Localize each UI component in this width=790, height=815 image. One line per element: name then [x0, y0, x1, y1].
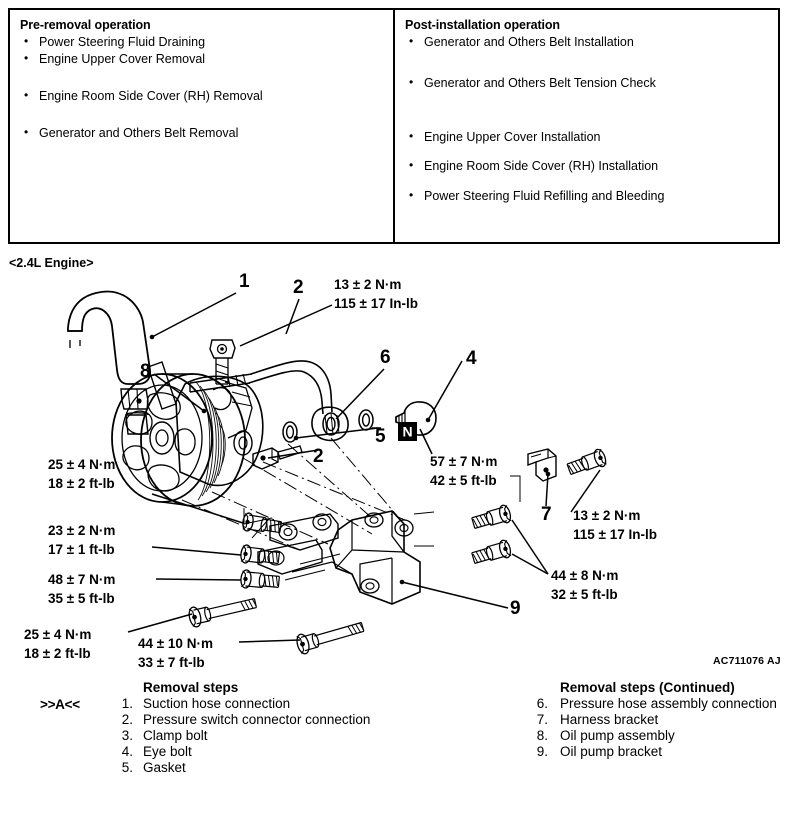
step-text: Suction hose connection [143, 696, 291, 711]
post-item-2: Engine Upper Cover Installation [424, 130, 601, 145]
bullet-icon: • [24, 51, 29, 66]
list-item [405, 187, 768, 203]
torque-imperial: 18 ± 2 ft-lb [24, 646, 91, 661]
step-number: 9. [536, 744, 548, 759]
callout-6 [336, 347, 391, 419]
removal-steps-continued-title: Removal steps (Continued) [560, 680, 735, 695]
step-number: 4. [121, 744, 133, 759]
bullet-icon: • [409, 129, 414, 144]
removal-steps-list [40, 696, 460, 776]
torque-imperial: 115 ± 17 In-lb [334, 296, 418, 311]
callout-2-label: 2 [313, 446, 324, 467]
part-bolt-25-lower [187, 593, 257, 628]
torque-label-clamp-bolt [240, 277, 418, 346]
post-item-1: Generator and Others Belt Tension Check [424, 76, 656, 91]
torque-nm: 23 ± 2 N·m [48, 523, 116, 538]
part-pressure-hose-assembly [190, 361, 348, 440]
list-item [518, 728, 790, 744]
part-harness-bracket [528, 449, 556, 481]
post-item-0: Generator and Others Belt Installation [424, 35, 634, 49]
torque-nm: 25 ± 4 N·m [24, 627, 92, 642]
torque-nm: 44 ± 10 N·m [138, 636, 213, 651]
list-item [40, 696, 460, 712]
pre-removal-operation-panel [10, 10, 395, 242]
list-item [40, 760, 460, 776]
torque-label-44-10 [138, 636, 300, 670]
bullet-icon: • [409, 187, 414, 202]
pre-item-2: Engine Room Side Cover (RH) Removal [39, 89, 263, 104]
step-text: Pressure hose assembly connection [560, 696, 777, 711]
nut-marker-letter: N [402, 423, 413, 440]
step-number: 3. [121, 728, 133, 743]
step-text: Clamp bolt [143, 728, 208, 743]
bullet-icon: • [409, 75, 414, 90]
torque-nm: 25 ± 4 N·m [48, 457, 116, 472]
bullet-icon: • [24, 34, 29, 48]
torque-imperial: 42 ± 5 ft-lb [430, 473, 497, 488]
step-number: 5. [121, 760, 133, 775]
step-number: 2. [121, 712, 133, 727]
torque-nm: 44 ± 8 N·m [551, 568, 619, 583]
pre-removal-title: Pre-removal operation [20, 18, 151, 32]
part-suction-hose [68, 292, 150, 434]
engine-variant-label: <2.4L Engine> [9, 256, 94, 270]
list-item [20, 127, 383, 140]
nut-marker-badge [398, 422, 417, 441]
drawing-code: AC711076 AJ [713, 655, 781, 667]
step-text: Eye bolt [143, 744, 192, 759]
list-item [40, 744, 460, 760]
post-item-3: Engine Room Side Cover (RH) Installation [424, 159, 659, 174]
list-item [20, 36, 383, 49]
torque-nm: 57 ± 7 N·m [430, 454, 498, 469]
bullet-icon: • [24, 125, 29, 140]
callout-5-label: 5 [375, 426, 386, 447]
bullet-icon: • [409, 158, 414, 173]
torque-nm: 13 ± 2 N·m [334, 277, 402, 292]
callout-2 [268, 446, 324, 467]
part-bolt-23 [240, 544, 280, 566]
removal-steps-title: Removal steps [143, 680, 239, 695]
torque-imperial: 17 ± 1 ft-lb [48, 542, 115, 557]
callout-6-label: 6 [380, 347, 391, 368]
torque-label-eye-bolt [420, 429, 497, 488]
post-installation-title: Post-installation operation [405, 18, 560, 32]
callout-5 [294, 426, 386, 447]
callout-1-label: 1 [239, 271, 250, 292]
part-bolt-48 [240, 570, 279, 591]
post-installation-operation-panel [395, 10, 778, 242]
part-oil-pump-bracket [258, 511, 420, 604]
part-bolt-harness [566, 448, 608, 478]
torque-label-23 [48, 523, 241, 557]
pre-item-1: Engine Upper Cover Removal [39, 52, 206, 67]
torque-imperial: 35 ± 5 ft-lb [48, 591, 115, 606]
list-item [405, 160, 768, 173]
bullet-icon: • [409, 34, 414, 48]
list-item [405, 77, 768, 90]
step-text: Gasket [143, 760, 186, 775]
step-number: 7. [536, 712, 548, 727]
torque-nm: 13 ± 2 N·m [573, 508, 641, 523]
torque-imperial: 33 ± 7 ft-lb [138, 655, 205, 670]
callout-4-label: 4 [466, 348, 477, 369]
post-item-4: Power Steering Fluid Refilling and Bleeding [424, 188, 665, 203]
operations-table [8, 8, 780, 244]
list-item [40, 728, 460, 744]
list-item [405, 131, 768, 144]
torque-imperial: 32 ± 5 ft-lb [551, 587, 618, 602]
list-item [518, 744, 790, 760]
step-number: 6. [536, 696, 548, 711]
post-installation-list [405, 36, 768, 203]
exploded-diagram [0, 262, 790, 674]
callout-7-label: 7 [541, 504, 552, 525]
pre-item-3: Generator and Others Belt Removal [39, 126, 239, 141]
callout-9 [400, 580, 521, 619]
bullet-icon: • [24, 88, 29, 103]
step-number: 8. [536, 728, 548, 743]
removal-steps-continued-list [518, 696, 790, 760]
callout-8-label: 8 [140, 361, 151, 382]
callout-3 [286, 277, 304, 334]
removal-steps-legend [0, 680, 790, 815]
step-text: Harness bracket [560, 712, 659, 727]
step-text: Oil pump assembly [560, 728, 675, 743]
part-gasket-upper [359, 410, 373, 430]
removal-steps-column [40, 680, 460, 776]
list-item [518, 696, 790, 712]
list-item [20, 53, 383, 66]
pre-item-0: Power Steering Fluid Draining [39, 35, 206, 49]
step-text: Pressure switch connector connection [143, 712, 371, 727]
list-item [405, 36, 768, 49]
pre-removal-list [20, 36, 383, 141]
callout-9-label: 9 [510, 598, 521, 619]
torque-nm: 48 ± 7 N·m [48, 572, 116, 587]
list-item [40, 712, 460, 728]
list-item [20, 90, 383, 103]
removal-steps-continued-column [518, 680, 790, 760]
part-bolt-44-upper [471, 504, 512, 532]
step-text: Oil pump bracket [560, 744, 663, 759]
step-number: 1. [121, 696, 133, 711]
list-item [518, 712, 790, 728]
callout-1 [150, 271, 250, 339]
part-bolt-44-10 [295, 617, 365, 655]
torque-imperial: 115 ± 17 In-lb [573, 527, 657, 542]
part-bolt-44-lower [471, 539, 512, 567]
torque-label-48 [48, 572, 241, 606]
torque-imperial: 18 ± 2 ft-lb [48, 476, 115, 491]
callout-3-label: 2 [293, 277, 304, 298]
torque-label-harness-bolt [571, 470, 657, 542]
procedure-mark-a: >>A<< [40, 697, 80, 712]
callout-4 [426, 348, 477, 422]
